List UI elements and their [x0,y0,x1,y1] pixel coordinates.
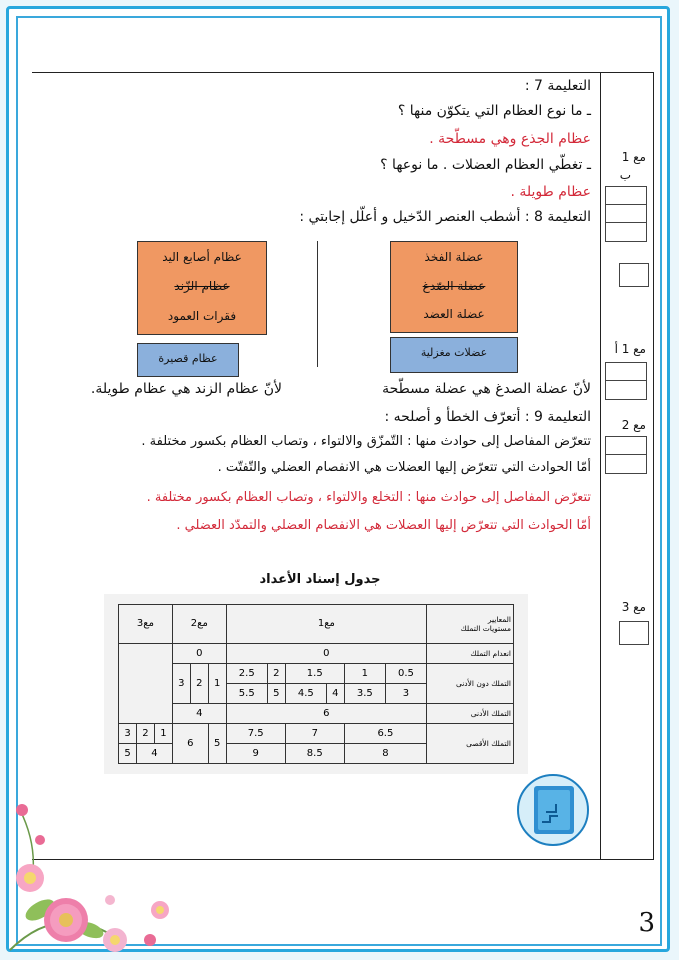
instruction7-question2: ـ تغطّي العظام العضلات . ما نوعها ؟ [380,157,591,173]
score-box [605,436,647,456]
muscles-result-label: عضلات مغزلية [420,346,488,359]
cell-below-m2: 2 [190,663,208,703]
grading-header-m1: مع1 [226,605,426,644]
score-box [605,222,647,242]
cell-below-m2: 1 [208,663,226,703]
cell-below-m1: 4.5 [285,683,326,703]
cell-below-m1: 0.5 [385,663,426,683]
cell-max-m3: 3 [119,723,137,743]
instruction7-question1: ـ ما نوع العظام التي يتكوّن منها ؟ [397,103,591,119]
cell-none-m2: 0 [172,643,226,663]
instruction7-title: التعليمة 7 : [524,78,591,94]
grading-header-criteria [427,605,514,644]
criterion-m2-label: مع 2 [621,418,646,432]
grading-table-title: جدول إسناد الأعداد [259,572,381,587]
instruction8-divider [317,241,318,367]
muscles-result-box [390,337,518,373]
instruction9-line1: تتعرّض المفاصل إلى حوادث منها : التّمزّق والالتواء ، وتصاب العظام بكسور مختلفة . [141,434,591,449]
instruction7-answer1: عظام الجذع وهي مسطّحة . [429,131,591,147]
instruction9-correction2: أمّا الحوادث التي تتعرّض إليها العضلات هي الانفصام العضلي والتمدّد العضلي . [176,518,591,533]
grading-header-m2: مع2 [172,605,226,644]
muscle-item-arm: عضلة العضد [423,307,485,321]
cell-m3-empty [119,643,173,723]
score-box [605,204,647,224]
cell-below-m2: 3 [172,663,190,703]
bones-result-box [137,343,239,377]
bones-result-label: عظام قصيرة [158,352,218,365]
flower-decoration-icon [0,790,200,960]
instruction9-correction1: تتعرّض المفاصل إلى حوادث منها : التخلع والالتواء ، وتصاب العظام بكسور مختلفة . [146,490,591,505]
cell-max-m3: 2 [137,723,155,743]
cell-below-m1: 2.5 [226,663,267,683]
row-label-below-minimum: التملك دون الأدنى [427,663,514,703]
score-box [619,263,649,287]
cell-max-m3: 4 [137,743,173,763]
score-box [619,621,649,645]
page-number: 3 [638,908,655,938]
cell-max-m1: 7.5 [226,723,285,743]
cell-max-m2: 5 [208,723,226,763]
cell-below-m1: 4 [326,683,344,703]
cell-max-m1: 8.5 [285,743,344,763]
bone-item-ulna: عظام الزّند [174,279,230,293]
score-box [605,380,647,400]
cell-max-m1: 6.5 [344,723,426,743]
row-label-minimum: التملك الأدنى [427,703,514,723]
cell-below-m1: 2 [267,663,285,683]
cell-max-m3: 1 [154,723,172,743]
grading-table [118,604,514,764]
muscles-group-box [390,241,518,333]
instruction8-reason-left: لأنّ عظام الزند هي عظام طويلة. [90,381,282,397]
instruction9-line2: أمّا الحوادث التي تتعرّض إليها العضلات هي الانفصام العضلي والتّفتّت . [217,460,591,475]
bone-item-vertebrae: فقرات العمود [167,309,237,323]
levels-header-text: مستويات التملك [460,623,511,633]
instruction8-title: التعليمة 8 : أشطب العنصر الدّخيل و أعلّل إجابتي : [299,209,591,225]
cell-none-m1: 0 [226,643,426,663]
instruction9-title: التعليمة 9 : أتعرّف الخطأ و أصلحه : [384,409,591,425]
cell-max-m1: 8 [344,743,426,763]
cell-below-m1: 1 [344,663,385,683]
criterion-m1b-sub: ب [619,168,631,182]
cell-min-m1: 6 [226,703,426,723]
muscle-item-thigh: عضلة الفخذ [424,250,484,264]
score-box [605,186,647,206]
cell-max-m2: 6 [172,723,208,763]
score-box [605,362,647,382]
criterion-m3-label: مع 3 [621,600,646,614]
muscle-item-temporal: عضلة الصّدغ [422,279,486,293]
criteria-column-divider [600,72,601,860]
row-label-maximum: التملك الأقصى [427,723,514,763]
book-logo-icon [516,768,590,848]
cell-below-m1: 3.5 [344,683,385,703]
cell-max-m3: 5 [119,743,137,763]
criterion-m1b-label: مع 1 [621,150,646,164]
cell-below-m1: 1.5 [285,663,344,683]
grading-header-m3: مع3 [119,605,173,644]
cell-max-m1: 9 [226,743,285,763]
cell-min-m2: 4 [172,703,226,723]
criterion-m1a-label: مع 1 أ [614,342,646,356]
score-box [605,454,647,474]
row-label-none: انعدام التملك [427,643,514,663]
cell-below-m1: 5 [267,683,285,703]
instruction8-reason-right: لأنّ عضلة الصدغ هي عضلة مسطّحة [382,381,591,397]
cell-max-m1: 7 [285,723,344,743]
bones-group-box [137,241,267,335]
cell-below-m1: 3 [385,683,426,703]
bone-item-fingers: عظام أصابع اليد [162,250,242,264]
criteria-header-text: المعايير [487,614,511,624]
cell-below-m1: 5.5 [226,683,267,703]
instruction7-answer2: عظام طويلة . [510,184,591,200]
